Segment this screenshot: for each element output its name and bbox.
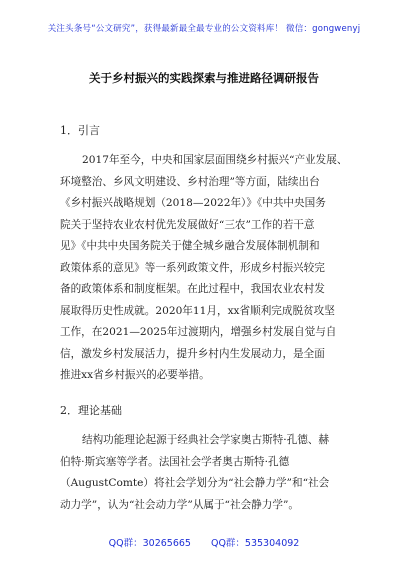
paragraph-line: 推进xx省乡村振兴的必要举措。 bbox=[60, 369, 210, 381]
paragraph-line: 展取得历史性成就。2020年11月，xx省顺利完成脱贫攻坚 bbox=[60, 304, 335, 317]
paragraph-line: （AugustComte）将社会学划分为“社会静力学”和“社会 bbox=[60, 477, 330, 489]
paragraph-line: 信，激发乡村发展活力，提升乡村内生发展动力，是全面 bbox=[60, 347, 325, 360]
paragraph-line: 政策体系的意见》等一系列政策文件，形成乡村振兴较完 bbox=[60, 261, 325, 274]
footer-qq-group-1: QQ群：30265665 bbox=[108, 538, 191, 549]
section-2-heading: 2．理论基础 bbox=[60, 404, 122, 417]
paragraph-line: 伯特·斯宾塞等学者。法国社会学者奥古斯特·孔德 bbox=[60, 455, 290, 468]
paragraph-line: 见》《中共中央国务院关于健全城乡融合发展体制机制和 bbox=[60, 240, 320, 252]
footer-contacts bbox=[0, 535, 408, 549]
header-banner: 关注头条号“公文研究”，获得最新最全最专业的公文资料库！ 微信：gongwenyj bbox=[47, 24, 361, 34]
paragraph-line: 动力学”，认为“社会动力学”从属于“社会静力学”。 bbox=[60, 498, 299, 511]
section-2-paragraph bbox=[60, 430, 360, 516]
paragraph-line: 备的政策体系和制度框架。在此过程中，我国农业农村发 bbox=[60, 283, 325, 295]
document-title: 关于乡村振兴的实践探索与推进路径调研报告 bbox=[89, 71, 319, 85]
paragraph-line: 《乡村振兴战略规划（2018—2022年）》《中共中央国务 bbox=[60, 197, 326, 209]
paragraph-line: 环境整治、乡风文明建设、乡村治理”等方面，陆续出台 bbox=[60, 175, 320, 188]
section-1-paragraph bbox=[60, 150, 360, 387]
paragraph-line: 2017年至今，中央和国家层面围绕乡村振兴“产业发展、 bbox=[82, 154, 348, 166]
paragraph-line: 结构功能理论起源于经典社会学家奥古斯特·孔德、赫 bbox=[82, 434, 330, 446]
paragraph-line: 院关于坚持农业农村优先发展做好“三农”工作的若干意 bbox=[60, 218, 315, 231]
section-1-heading: 1．引言 bbox=[60, 124, 100, 137]
paragraph-line: 工作，在2021—2025年过渡期内，增强乡村发展自觉与自 bbox=[60, 326, 337, 338]
footer-qq-group-2: QQ群：535304092 bbox=[210, 538, 300, 549]
